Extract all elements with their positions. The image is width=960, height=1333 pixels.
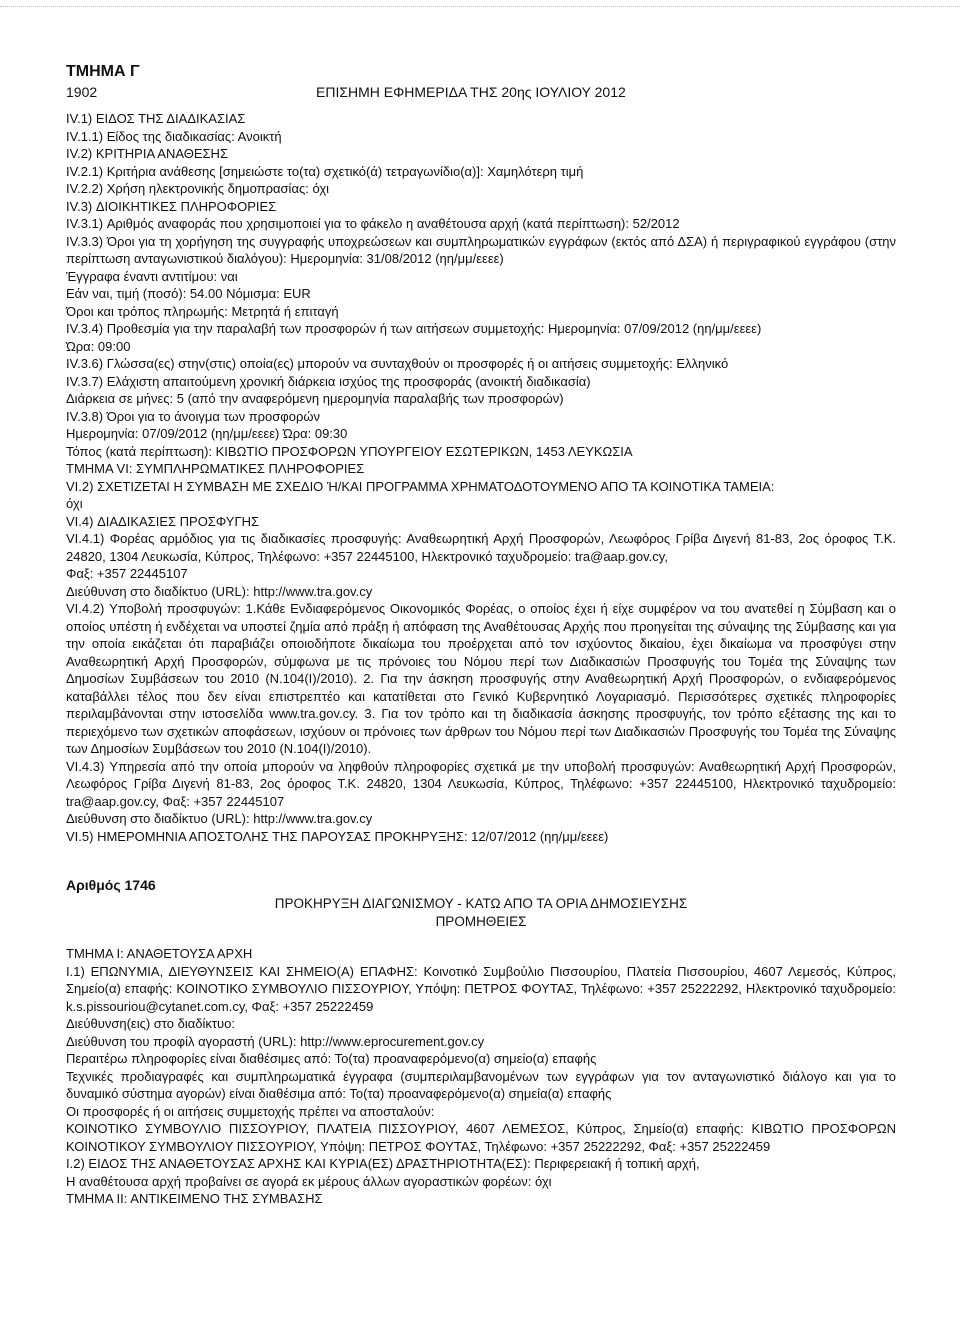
paragraph-send-to: ΚΟΙΝΟΤΙΚΟ ΣΥΜΒΟΥΛΙΟ ΠΙΣΣΟΥΡΙΟΥ, ΠΛΑΤΕΙΑ ΠΙΣΣΟΥΡΙΟΥ, 4607 ΛΕΜΕΣΟΣ, Κύπρος, Σημείο(α) επαφής: ΚΙΒΩΤΙΟ ΠΡΟΣΦΟΡΩΝ ΚΟΙΝΟΤΙΚΟΥ ΣΥΜΒΟΥΛΙΟΥ ΠΙΣΣΟΥΡΙΟΥ, Υπόψη: ΠΕΤΡΟΣ ΦΟΥΤΑΣ, Τηλέφωνο: +357 25222292, Φαξ: +357 25222459 (66, 1121, 896, 1154)
notice-subtitle: ΠΡΟΜΗΘΕΙΕΣ (435, 914, 527, 929)
contracting-authority-section (66, 945, 896, 1208)
notice-title: ΠΡΟΚΗΡΥΞΗ ΔΙΑΓΩΝΙΣΜΟΥ - ΚΑΤΩ ΑΠΟ ΤΑ ΟΡΙΑ ΔΗΜΟΣΙΕΥΣΗΣ (274, 896, 688, 911)
text-line: Φαξ: +357 22445107 (66, 566, 188, 581)
text-line: IV.3) ΔΙΟΙΚΗΤΙΚΕΣ ΠΛΗΡΟΦΟΡΙΕΣ (66, 198, 277, 214)
text-line: Διεύθυνση στο διαδίκτυο (URL): http://www.tra.gov.cy (66, 583, 373, 599)
paragraph-vi43: VI.4.3) Υπηρεσία από την οποία μπορούν να ληφθούν πληροφορίες σχετικά με την υποβολή προσφυγών: Αναθεωρητική Αρχή Προσφορών, Λεωφόρος Γρίβα Διγενή 81-83, 2ος όροφος Τ.Κ. 24820, 1304 Λευκωσία, Κύπρος, Τηλέφωνο: +357 22445100, Ηλεκτρονικό ταχυδρομείο: tra@aap.gov.cy, Φαξ: +357 22445107 (66, 758, 896, 809)
text-line: Έγγραφα έναντι αντιτίμου: ναι (66, 268, 238, 284)
paragraph-vi41: VI.4.1) Φορέας αρμόδιος για τις διαδικασίες προσφυγής: Αναθεωρητική Αρχή Προσφορών, Λεωφόρος Γρίβα Διγενή 81-83, 2ος όροφος Τ.Κ. 24820, 1304 Λευκωσία, Κύπρος, Τηλέφωνο: +357 22445100, Ηλεκτρονικό ταχυδρομείο: tra@aap.gov.cy, (66, 531, 896, 564)
page-header (66, 82, 896, 102)
text-line: IV.2) ΚΡΙΤΗΡΙΑ ΑΝΑΘΕΣΗΣ (66, 146, 228, 161)
text-line: Τόπος (κατά περίπτωση): ΚΙΒΩΤΙΟ ΠΡΟΣΦΟΡΩΝ ΥΠΟΥΡΓΕΙΟΥ ΕΣΩΤΕΡΙΚΩΝ, 1453 ΛΕΥΚΩΣΙΑ (66, 443, 633, 459)
paragraph-tech-specs: Τεχνικές προδιαγραφές και συμπληρωματικά έγγραφα (συμπεριλαμβανομένων των εγγράφων για τον ανταγωνιστικό διάλογο και για το δυναμικό σύστημα αγορών) είναι διαθέσιμα από: Το(τα) προαναφερόμενο(α) σημεία(α) επαφής (66, 1068, 896, 1101)
text-line: IV.1) ΕΙΔΟΣ ΤΗΣ ΔΙΑΔΙΚΑΣΙΑΣ (66, 111, 246, 126)
text-line: ΤΜΗΜΑ VI: ΣΥΜΠΛΗΡΩΜΑΤΙΚΕΣ ΠΛΗΡΟΦΟΡΙΕΣ (66, 461, 365, 476)
text-line: Όροι και τρόπος πληρωμής: Μετρητά ή επιταγή (66, 303, 339, 319)
paragraph-i1: Ι.1) ΕΠΩΝΥΜΙΑ, ΔΙΕΥΘΥΝΣΕΙΣ ΚΑΙ ΣΗΜΕΙΟ(Α) ΕΠΑΦΗΣ: Κοινοτικό Συμβούλιο Πισσουρίου, Πλατεία Πισσουρίου, 4607 Λεμεσός, Κύπρος, Σημείο(α) επαφής: ΚΟΙΝΟΤΙΚΟ ΣΥΜΒΟΥΛΙΟ ΠΙΣΣΟΥΡΙΟΥ, Υπόψη: ΠΕΤΡΟΣ ΦΟΥΤΑΣ, Τηλέφωνο: +357 25222292, Ηλεκτρονικό ταχυδρομείο: k.s.pissouriou@cytanet.com.cy, Φαξ: +357 25222459 (66, 963, 896, 1014)
text-line: Ώρα: 09:00 (66, 338, 131, 354)
text-line: VI.4) ΔΙΑΔΙΚΑΣΙΕΣ ΠΡΟΣΦΥΓΗΣ (66, 513, 260, 529)
text-line: Εάν ναι, τιμή (ποσό): 54.00 Νόμισμα: EUR (66, 286, 311, 301)
text-line: IV.2.2) Χρήση ηλεκτρονικής δημοπρασίας: όχι (66, 181, 330, 196)
text-line: IV.3.1) Αριθμός αναφοράς που χρησιμοποιεί για το φάκελο η αναθέτουσα αρχή (κατά περίπτωση): 52/2012 (66, 216, 680, 231)
text-line: Διεύθυνση στο διαδίκτυο (URL): http://www.tra.gov.cy (66, 811, 373, 826)
text-line: ΤΜΗΜΑ Ι: ΑΝΑΘΕΤΟΥΣΑ ΑΡΧΗ (66, 946, 253, 961)
scan-edge-artifact (0, 6, 960, 11)
procedure-section (66, 110, 896, 845)
text-line: Διεύθυνση(εις) στο διαδίκτυο: (66, 1016, 235, 1031)
text-line: Διάρκεια σε μήνες: 5 (από την αναφερόμενη ημερομηνία παραλαβής των προσφορών) (66, 391, 564, 406)
notice-number: Αριθμός 1746 (66, 877, 156, 893)
text-line: VI.5) ΗΜΕΡΟΜΗΝΙΑ ΑΠΟΣΤΟΛΗΣ ΤΗΣ ΠΑΡΟΥΣΑΣ ΠΡΟΚΗΡΥΞΗΣ: 12/07/2012 (ηη/μμ/εεεε) (66, 828, 609, 844)
text-line: ΤΜΗΜΑ ΙΙ: ΑΝΤΙΚΕΙΜΕΝΟ ΤΗΣ ΣΥΜΒΑΣΗΣ (66, 1191, 323, 1206)
paragraph-vi42: VI.4.2) Υποβολή προσφυγών: 1.Κάθε Ενδιαφερόμενος Οικονομικός Φορέας, ο οποίος έχει ή είχε συμφέρον να του ανατεθεί η Σύμβαση και ο οποίος υπέστη ή ενδέχεται να υποστεί ζημία από πράξη ή απόφαση της Αναθέτουσας Αρχής που προηγείται της σύναψης της Σύμβασης και για την οποία εικάζεται ότι παραβιάζει οποιοδήποτε δικαίωμα του προέρχεται από τον ισχύοντος δικαίου, έχει δικαίωμα να προσφύγει στην Αναθεωρητική Αρχή Προσφορών, σύμφωνα με τις πρόνοιες του Νόμου περί των Διαδικασιών Προσφυγής του Τομέα της Σύναψης των Δημοσίων Συμβάσεων του 2010 (Ν.104(Ι)/2010). 2. Για την άσκηση προσφυγής στην Αναθεωρητική Αρχή Προσφορών, ο ενδιαφερόμενος καταβάλλει τέλος που δεν είναι επιστρεπτέο και κατατίθεται στο Γενικό Κυβερνητικό Λογαριασμό. Περισσότερες σχετικές πληροφορίες περιλαμβάνονται στην ιστοσελίδα www.tra.gov.cy. 3. Για τον τρόπο και τη διαδικασία άσκησης προσφυγής, τον τρόπο εξέτασης της και το περιεχόμενο των σχετικών αποφάσεων, ισχύουν οι πρόνοιες των άρθρων του Νόμου περί των Διαδικασιών Προσφυγής του Τομέα της Σύναψης των Δημοσίων Συμβάσεων του 2010 (Ν.104(Ι)/2010). (66, 601, 896, 756)
paragraph-iv33: IV.3.3) Όροι για τη χορήγηση της συγγραφής υποχρεώσεων και συμπληρωματικών εγγράφων (εκτός από ΔΣΑ) ή περιγραφικού εγγράφου (στην περίπτωση ανταγωνιστικού διαλόγου): Ημερομηνία: 31/08/2012 (ηη/μμ/εεεε) (66, 233, 896, 266)
section-label: ΤΜΗΜΑ Γ (66, 63, 140, 80)
text-line: Ι.2) ΕΙΔΟΣ ΤΗΣ ΑΝΑΘΕΤΟΥΣΑΣ ΑΡΧΗΣ ΚΑΙ ΚΥΡΙΑ(ΕΣ) ΔΡΑΣΤΗΡΙΟΤΗΤΑ(ΕΣ): Περιφερειακή ή τοπική αρχή, (66, 1156, 700, 1171)
text-line: όχι (66, 496, 83, 511)
text-line: Ημερομηνία: 07/09/2012 (ηη/μμ/εεεε) Ώρα: 09:30 (66, 426, 348, 441)
page-number: 1902 (66, 84, 98, 100)
gazette-page (66, 62, 896, 1208)
text-line: IV.3.6) Γλώσσα(ες) στην(στις) οποία(ες) μπορούν να συνταχθούν οι προσφορές ή οι αιτήσεις συμμετοχής: Ελληνικό (66, 356, 729, 371)
text-line: IV.3.7) Ελάχιστη απαιτούμενη χρονική διάρκεια ισχύος της προσφοράς (ανοικτή διαδικασία) (66, 373, 591, 389)
text-line: IV.1.1) Είδος της διαδικασίας: Ανοικτή (66, 128, 282, 144)
text-line: Διεύθυνση του προφίλ αγοραστή (URL): http://www.eprocurement.gov.cy (66, 1033, 485, 1049)
text-line: Οι προσφορές ή οι αιτήσεις συμμετοχής πρέπει να αποσταλούν: (66, 1103, 435, 1119)
text-line: Η αναθέτουσα αρχή προβαίνει σε αγορά εκ μέρους άλλων αγοραστικών φορέων: όχι (66, 1173, 552, 1189)
text-line: IV.3.4) Προθεσμία για την παραλαβή των προσφορών ή των αιτήσεων συμμετοχής: Ημερομηνία: 07/09/2012 (ηη/μμ/εεεε) (66, 321, 762, 336)
text-line: Περαιτέρω πληροφορίες είναι διαθέσιμες από: Το(τα) προαναφερόμενο(α) σημείο(α) επαφής (66, 1051, 597, 1066)
text-line: IV.2.1) Κριτήρια ανάθεσης [σημειώστε το(τα) σχετικό(ά) τετραγωνίδιο(α)]: Χαμηλότερη τιμή (66, 163, 584, 179)
text-line: IV.3.8) Όροι για το άνοιγμα των προσφορών (66, 408, 321, 424)
gazette-title: ΕΠΙΣΗΜΗ ΕΦΗΜΕΡΙΔΑ ΤΗΣ 20ης ΙΟΥΛΙΟΥ 2012 (316, 84, 626, 100)
text-line: VI.2) ΣΧΕΤΙΖΕΤΑΙ Η ΣΥΜΒΑΣΗ ΜΕ ΣΧΕΔΙΟ Ή/ΚΑΙ ΠΡΟΓΡΑΜΜΑ ΧΡΗΜΑΤΟΔΟΤΟΥΜΕΝΟ ΑΠΟ ΤΑ ΚΟΙΝΟΤΙΚΑ ΤΑΜΕΙΑ: (66, 478, 775, 494)
